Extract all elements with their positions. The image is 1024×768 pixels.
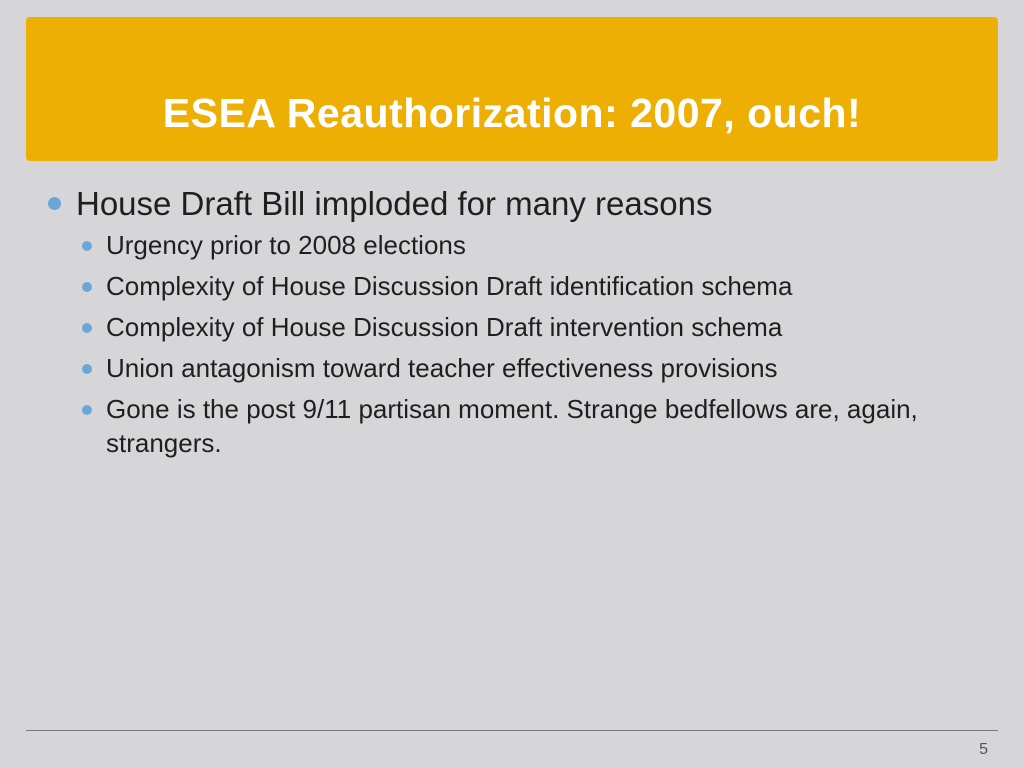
page-number: 5 [979,741,988,758]
sub-bullet [48,351,968,385]
bullet-dot-icon [82,241,92,251]
title-bar [26,17,998,161]
sub-bullet [48,269,968,303]
sub-bullet-text: Gone is the post 9/11 partisan moment. Strange bedfellows are, again, strangers. [106,394,918,458]
bullet-dot-icon [82,405,92,415]
sub-bullet [48,310,968,344]
bullet-dot-icon [82,364,92,374]
main-bullet [48,182,968,226]
bullet-dot-icon [82,282,92,292]
sub-bullet-text: Complexity of House Discussion Draft intervention schema [106,312,783,342]
sub-bullet [48,392,968,460]
bullet-dot-icon [48,197,61,210]
sub-bullet-text: Union antagonism toward teacher effectiveness provisions [106,353,778,383]
sub-bullet-text: Complexity of House Discussion Draft identification schema [106,271,793,301]
slide-content [48,182,968,467]
sub-bullet [48,228,968,262]
slide-title: ESEA Reauthorization: 2007, ouch! [162,90,862,136]
footer-divider [26,730,998,731]
bullet-dot-icon [82,323,92,333]
sub-bullet-list [48,228,968,460]
main-bullet-text: House Draft Bill imploded for many reasons [76,185,713,222]
sub-bullet-text: Urgency prior to 2008 elections [106,230,466,260]
